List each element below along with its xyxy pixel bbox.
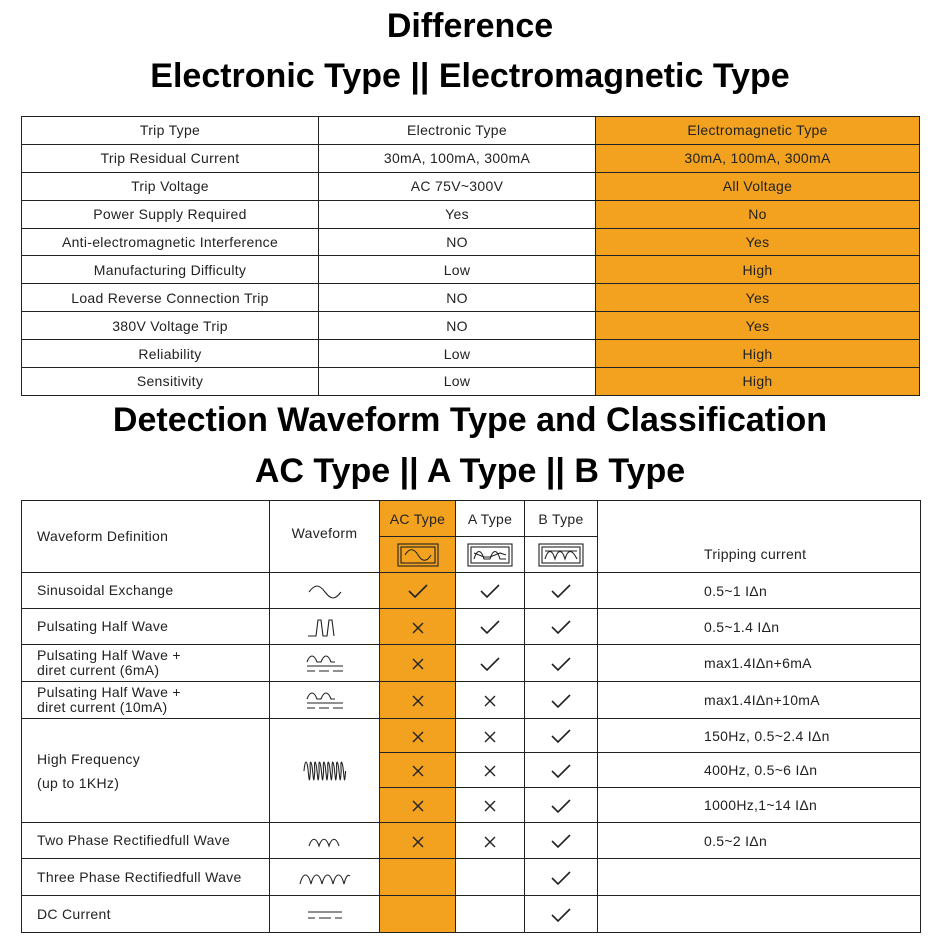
electronic-type-cell: Low (319, 368, 596, 396)
check-icon (550, 728, 572, 744)
title-ac-a-b-types: AC Type || A Type || B Type (254, 452, 686, 490)
table-row (22, 859, 921, 896)
cross-icon (411, 730, 425, 744)
waveform-definition-cell: Sinusoidal Exchange (22, 573, 270, 609)
type-cell (456, 788, 525, 823)
row-label-cell: Trip Voltage (22, 172, 319, 200)
tripping-current-cell: max1.4IΔn+10mA (598, 682, 921, 719)
ac-type-cell (380, 573, 456, 609)
check-icon (479, 656, 501, 672)
cross-icon (411, 694, 425, 708)
half-wave-icon (306, 616, 344, 638)
ac-type-cell (380, 788, 456, 823)
waveform-classification-table (21, 500, 921, 933)
cross-icon (411, 657, 425, 671)
check-icon (550, 798, 572, 814)
check-icon (550, 907, 572, 923)
table-row (22, 228, 920, 256)
b-type-header: B Type (525, 501, 598, 537)
ac-sine-box-icon (380, 537, 456, 573)
electronic-type-cell: NO (319, 228, 596, 256)
b-full-box-icon (538, 543, 584, 567)
comparison-table (21, 116, 920, 396)
table-row (22, 312, 920, 340)
two-phase-icon (307, 835, 343, 849)
type-cell (456, 645, 525, 682)
check-icon (550, 870, 572, 886)
tripping-current-cell (598, 859, 921, 896)
waveform-definition-cell: Two Phase Rectifiedfull Wave (22, 823, 270, 859)
row-label-cell: Reliability (22, 340, 319, 368)
type-cell (456, 682, 525, 719)
type-cell (456, 753, 525, 788)
type-cell (525, 645, 598, 682)
row-label-cell: Trip Residual Current (22, 144, 319, 172)
cross-icon (411, 621, 425, 635)
ac-type-cell (380, 896, 456, 933)
electronic-type-cell: AC 75V~300V (319, 172, 596, 200)
waveform-definition-cell: Pulsating Half Wave + diret current (6mA) (22, 645, 270, 682)
check-icon (479, 583, 501, 599)
waveform-definition-cell: Pulsating Half Wave + diret current (10mA) (22, 682, 270, 719)
tripping-current-cell: 0.5~2 IΔn (598, 823, 921, 859)
electronic-type-cell: Low (319, 340, 596, 368)
electromagnetic-type-cell: Electromagnetic Type (596, 117, 920, 145)
half-wave-dc-icon (305, 689, 345, 711)
cross-icon (483, 730, 497, 744)
electromagnetic-type-cell: High (596, 368, 920, 396)
row-label-cell: Power Supply Required (22, 200, 319, 228)
check-icon (550, 833, 572, 849)
type-cell (456, 823, 525, 859)
waveform-cell (270, 682, 380, 719)
type-cell (525, 719, 598, 753)
check-icon (550, 583, 572, 599)
waveform-definition-header: Waveform Definition (22, 501, 270, 573)
ac-type-cell (380, 753, 456, 788)
tripping-current-cell: max1.4IΔn+6mA (598, 645, 921, 682)
table-row (22, 609, 921, 645)
electromagnetic-type-cell: No (596, 200, 920, 228)
type-cell (525, 788, 598, 823)
electromagnetic-type-cell: High (596, 256, 920, 284)
ac-sine-box-icon (397, 543, 439, 567)
waveform-definition-cell: High Frequency (up to 1KHz) (22, 719, 270, 823)
waveform-definition-cell: Pulsating Half Wave (22, 609, 270, 645)
waveform-definition-cell: DC Current (22, 896, 270, 933)
table-row (22, 368, 920, 396)
row-label-cell: Trip Type (22, 117, 319, 145)
waveform-cell (270, 573, 380, 609)
ac-type-cell (380, 609, 456, 645)
waveform-definition-cell: Three Phase Rectifiedfull Wave (22, 859, 270, 896)
table-row (22, 340, 920, 368)
sine-wave-icon (307, 585, 343, 599)
type-cell (456, 573, 525, 609)
a-pulsed-box-icon (456, 537, 525, 573)
electronic-type-cell: Yes (319, 200, 596, 228)
row-label-cell: Manufacturing Difficulty (22, 256, 319, 284)
ac-type-cell (380, 859, 456, 896)
title-difference: Difference (386, 7, 554, 45)
type-cell (456, 859, 525, 896)
tripping-current-cell: 150Hz, 0.5~2.4 IΔn (598, 719, 921, 753)
row-label-cell: Anti-electromagnetic Interference (22, 228, 319, 256)
table-header-row (22, 117, 920, 145)
type-cell (456, 609, 525, 645)
table-row (22, 896, 921, 933)
tripping-current-cell: 0.5~1.4 IΔn (598, 609, 921, 645)
table-row (22, 200, 920, 228)
check-icon (550, 656, 572, 672)
table-row (22, 682, 921, 719)
a-pulsed-box-icon (467, 543, 513, 567)
electromagnetic-type-cell: Yes (596, 228, 920, 256)
type-cell (525, 609, 598, 645)
electronic-type-cell: NO (319, 284, 596, 312)
table-header-row (22, 501, 921, 537)
electromagnetic-type-cell: High (596, 340, 920, 368)
table-row (22, 172, 920, 200)
table-row (22, 645, 921, 682)
cross-icon (483, 694, 497, 708)
ac-type-cell (380, 719, 456, 753)
cross-icon (483, 764, 497, 778)
waveform-cell (270, 859, 380, 896)
cross-icon (483, 835, 497, 849)
electromagnetic-type-cell: Yes (596, 312, 920, 340)
type-cell (525, 682, 598, 719)
high-frequency-icon (302, 757, 348, 785)
waveform-cell (270, 645, 380, 682)
tripping-current-cell: 400Hz, 0.5~6 IΔn (598, 753, 921, 788)
type-cell (525, 573, 598, 609)
tripping-current-header: Tripping current (598, 501, 921, 573)
type-cell (456, 896, 525, 933)
tripping-current-cell (598, 896, 921, 933)
electronic-type-cell: Low (319, 256, 596, 284)
table-row (22, 144, 920, 172)
row-label-cell: 380V Voltage Trip (22, 312, 319, 340)
type-cell (525, 823, 598, 859)
type-cell (525, 859, 598, 896)
dc-current-icon (306, 909, 344, 921)
half-wave-dc-icon (305, 652, 345, 674)
cross-icon (411, 764, 425, 778)
tripping-current-cell: 0.5~1 IΔn (598, 573, 921, 609)
waveform-cell (270, 896, 380, 933)
cross-icon (411, 799, 425, 813)
check-icon (550, 619, 572, 635)
waveform-cell (270, 719, 380, 823)
check-icon (407, 583, 429, 599)
electronic-type-cell: 30mA, 100mA, 300mA (319, 144, 596, 172)
waveform-cell (270, 823, 380, 859)
type-cell (456, 719, 525, 753)
electromagnetic-type-cell: Yes (596, 284, 920, 312)
a-type-header: A Type (456, 501, 525, 537)
row-label-cell: Load Reverse Connection Trip (22, 284, 319, 312)
waveform-header: Waveform (270, 501, 380, 573)
ac-type-cell (380, 645, 456, 682)
cross-icon (483, 799, 497, 813)
row-label-cell: Sensitivity (22, 368, 319, 396)
ac-type-cell (380, 823, 456, 859)
title-detection-waveform: Detection Waveform Type and Classification (112, 401, 828, 439)
b-full-box-icon (525, 537, 598, 573)
ac-type-header: AC Type (380, 501, 456, 537)
check-icon (550, 693, 572, 709)
type-cell (525, 896, 598, 933)
table-row (22, 284, 920, 312)
check-icon (479, 619, 501, 635)
electromagnetic-type-cell: All Voltage (596, 172, 920, 200)
electronic-type-cell: NO (319, 312, 596, 340)
electromagnetic-type-cell: 30mA, 100mA, 300mA (596, 144, 920, 172)
type-cell (525, 753, 598, 788)
table-row (22, 256, 920, 284)
three-phase-icon (298, 870, 352, 886)
table-row (22, 573, 921, 609)
check-icon (550, 763, 572, 779)
tripping-current-cell: 1000Hz,1~14 IΔn (598, 788, 921, 823)
ac-type-cell (380, 682, 456, 719)
table-row (22, 823, 921, 859)
table-row (22, 719, 921, 753)
electronic-type-cell: Electronic Type (319, 117, 596, 145)
cross-icon (411, 835, 425, 849)
waveform-cell (270, 609, 380, 645)
title-electronic-vs-electromagnetic: Electronic Type || Electromagnetic Type (150, 57, 790, 95)
